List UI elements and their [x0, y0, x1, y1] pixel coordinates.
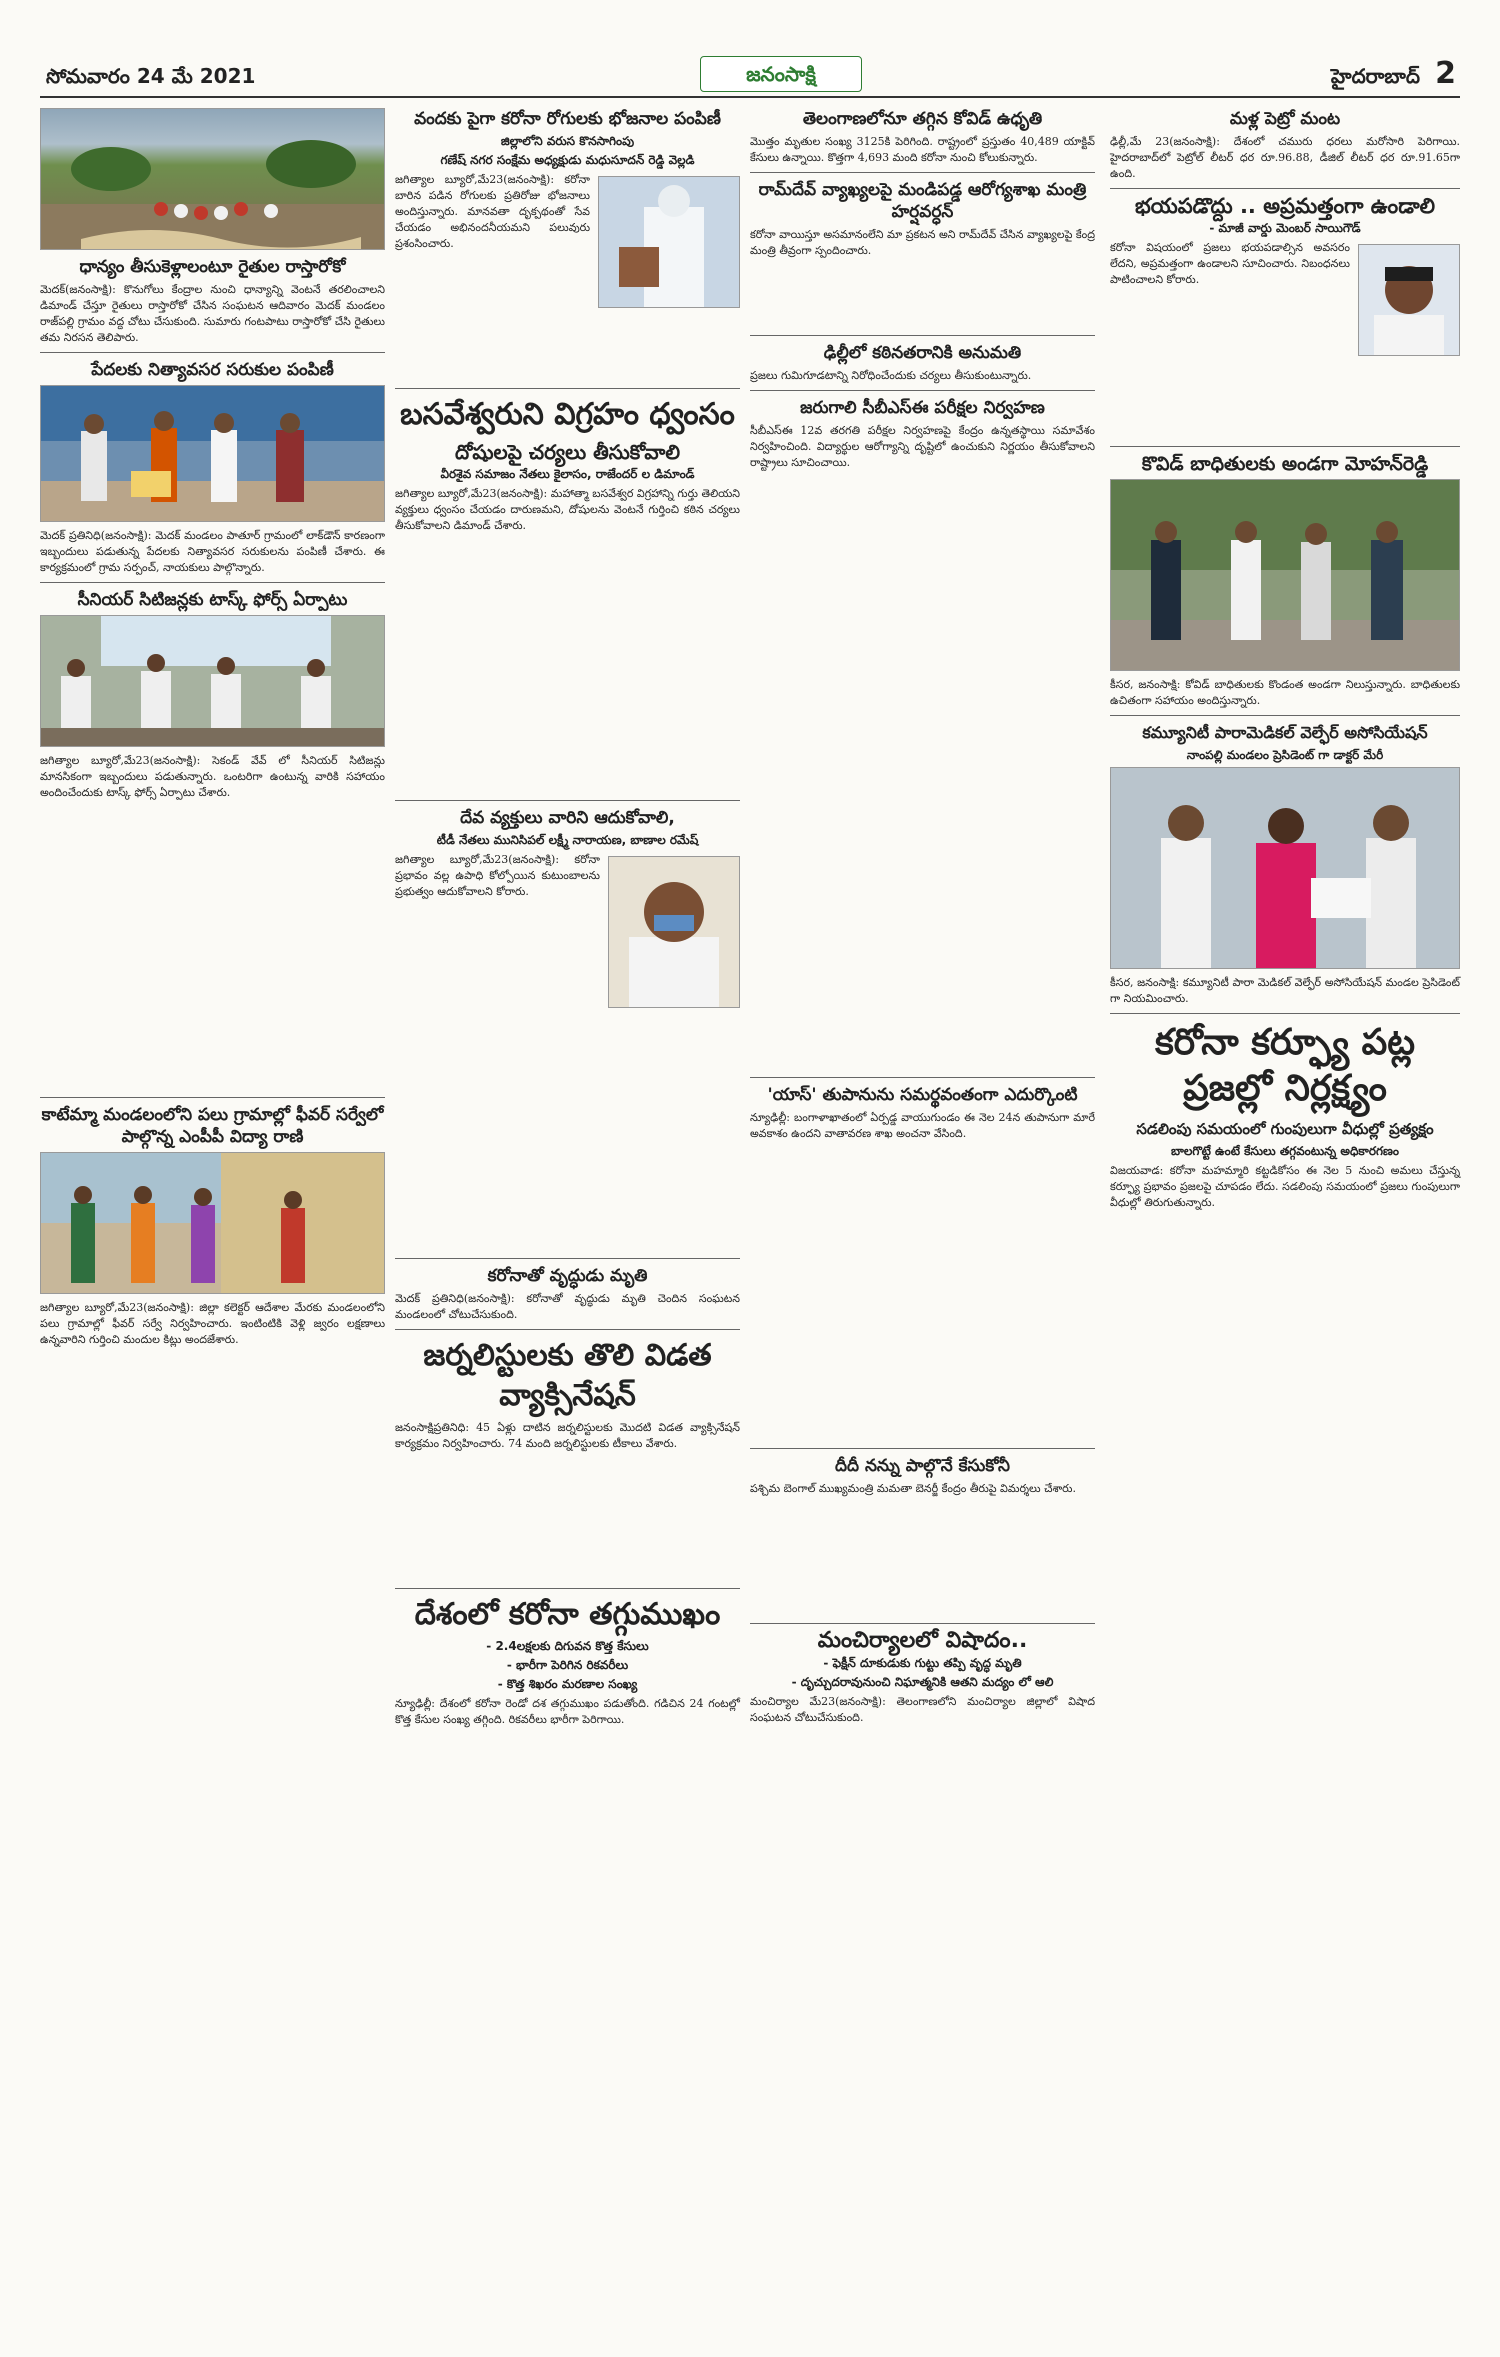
article-meals: జగిత్యాల బ్యూరో,మే23(జనంసాక్షి): కరోనా బారిన పడిన రోగులకు ప్రతిరోజు భోజనాలు అందిస్తున్నారు. మానవతా దృక్పథంతో సేవ చేయడం అభినందనీయమని పలువురు ప్రశంసించారు. [395, 173, 590, 250]
kicker: జిల్లాలోని వరుస కొనసాగింపు [500, 134, 635, 148]
photo-fever-survey [40, 1152, 385, 1294]
photo-ppe-worker [598, 176, 740, 308]
photo-covid-aid [1110, 479, 1460, 671]
headline-essentials-distribution: పేదలకు నిత్యావసర సరుకుల పంపిణీ [91, 360, 334, 380]
photo-paramedical-association [1110, 767, 1460, 969]
article-elderly-death: మెదక్ ప్రతినిధి(జనంసాక్షి): కరోనాతో వృద్ధుడు మృతి చెందిన సంఘటన మండలంలో చోటుచేసుకుంది. [395, 1292, 740, 1321]
divider [395, 1329, 740, 1330]
headline-mohan-reddy: కొవిడ్ బాధితులకు అండగా మోహన్‌రెడ్డి [1141, 453, 1429, 475]
article-body-text [395, 1072, 740, 1252]
divider [1110, 715, 1460, 716]
headline-journalists-vaccination: జర్నలిస్టులకు తొలి విడత వ్యాక్సినేషన్ [423, 1338, 712, 1413]
headline-crowds-in-streets: సడలింపు సమయంలో గుంపులుగా వీధుల్లో ప్రత్యక్షం [1136, 1120, 1434, 1138]
headline-support-needy: దేవ వ్యక్తులు వారిని ఆదుకోవాలి, [460, 808, 675, 828]
headline-mancherial-tragedy: మంచిర్యాలలో విషాదం.. [817, 1628, 1028, 1653]
photo-essentials-distribution [40, 385, 385, 522]
article-cbse-exams: సీబీఎస్ఈ 12వ తరగతి పరీక్షల నిర్వహణపై కేంద్రం ఉన్నతస్థాయి సమావేశం నిర్వహించింది. విద్యార్థుల ఆరోగ్యాన్ని దృష్టిలో ఉంచుకుని నిర్ణయం తీసుకోవాలని రాష్ట్రాలు సూచించాయి. [750, 424, 1095, 469]
divider [40, 1097, 385, 1098]
divider [750, 335, 1095, 336]
masthead [40, 56, 1460, 98]
kicker: - ఫెక్షీన్ దూకుడుకు గుట్టు తప్పి వృద్ధ మృతి [823, 1656, 1022, 1670]
photo-senior-citizens-meeting-art [41, 616, 385, 746]
photo-fever-survey-art [41, 1153, 385, 1293]
article-body-text [40, 801, 385, 1091]
article-basaveshwara-statue: జగిత్యాల బ్యూరో,మే23(జనంసాక్షి): మహాత్మా బసవేశ్వర విగ్రహాన్ని గుర్తు తెలియని వ్యక్తులు ధ్వంసం చేయడం దారుణమని, దోషులను వెంటనే గుర్తించి కఠిన చర్యలు తీసుకోవాలని డిమాండ్ చేశారు. [395, 487, 740, 532]
photo-sai-goud-portrait-art [1359, 245, 1459, 355]
photo-paramedical-association-art [1111, 768, 1460, 968]
article-petrol-prices: ఢిల్లీ,మే 23(జనంసాక్షి): దేశంలో చమురు ధరలు మరోసారి పెరిగాయి. హైదరాబాద్‌లో పెట్రోల్ లీటర్ ధర రూ.96.88, డీజిల్ లీటర్ ధర రూ.91.65గా ఉంది. [1110, 135, 1460, 180]
article-body-text [750, 471, 1095, 1071]
article-telangana-covid: మొత్తం మృతుల సంఖ్య 3125కి పెరిగింది. రాష్ట్రంలో ప్రస్తుతం 40,489 యాక్టివ్ కేసులు ఉన్నాయి. కొత్తగా 4,693 మంది కరోనా నుంచి కోలుకున్నారు. [750, 135, 1095, 164]
divider [750, 1077, 1095, 1078]
article-body-text [395, 534, 740, 794]
issue-date: సోమవారం 24 మే 2021 [46, 64, 256, 88]
divider [395, 1258, 740, 1259]
article-block [1110, 240, 1460, 440]
article-block [395, 172, 740, 382]
photo-senior-citizens-meeting [40, 615, 385, 747]
headline-dont-panic: భయపడొద్దు .. అప్రమత్తంగా ఉండాలి [1134, 194, 1436, 218]
kicker: గణేష్ నగర సంక్షేమ అధ్యక్షుడు మధుసూదన్ రెడ్డి వెల్లడి [440, 153, 695, 167]
headline-mamata: దీదీ నన్ను పాల్గొనే కేసుకోనీ [835, 1456, 1010, 1476]
divider [395, 1588, 740, 1589]
article-paramedical-association: కీసర, జనంసాక్షి: కమ్యూనిటీ పారా మెడికల్ వెల్ఫేర్ అసోసియేషన్ మండల ప్రెసిడెంట్ గా నియమించారు. [1110, 976, 1460, 1005]
divider [40, 352, 385, 353]
photo-ppe-worker-art [599, 177, 739, 307]
photo-farmers-protest-art [41, 109, 385, 249]
article-dont-panic: కరోనా విషయంలో ప్రజలు భయపడాల్సిన అవసరం లేదని, అప్రమత్తంగా ఉండాలని సూచించారు. నిబంధనలు పాటించాలని కోరారు. [1110, 241, 1350, 286]
photo-leader-portrait-art [609, 857, 739, 1007]
headline-telangana-covid: తెలంగాణలోనూ తగ్గిన కోవిడ్ ఉధృతి [802, 109, 1043, 129]
photo-covid-aid-art [1111, 480, 1460, 670]
kicker: - మాజీ వార్డు మెంబర్ సాయిగౌడ్ [1209, 221, 1361, 235]
headline-elderly-death: కరోనాతో వృద్ధుడు మృతి [487, 1266, 648, 1286]
headline-paramedical-association: కమ్యూనిటీ పారామెడికల్ వెల్ఫేర్ అసోసియేషన్ [1142, 723, 1428, 742]
column-1 [40, 108, 385, 1348]
headline-delhi-restrictions: ఢిల్లీలో కఠినతరానికి అనుమతి [823, 343, 1022, 363]
article-curfew-negligence: విజయవాడ: కరోనా మహమ్మారి కట్టడికోసం ఈ నెల 5 నుంచి అమలు చేస్తున్న కర్ఫ్యూ ప్రభావం ప్రజలపై చూపడం లేదు. సడలింపు సమయంలో ప్రజలు గుంపులుగా వీధుల్లో తిరుగుతున్నారు. [1110, 1164, 1460, 1209]
headline-curfew-negligence: కరోనా కర్ఫ్యూ పట్ల ప్రజల్లో నిర్లక్ష్యం [1154, 1022, 1416, 1109]
kicker: - 2.4లక్షలకు దిగువన కొత్త కేసులు [486, 1639, 649, 1653]
kicker: నాంపల్లి మండలం ప్రెసిడెంట్ గా డాక్టర్ మేరీ [1186, 748, 1384, 762]
article-block [395, 852, 740, 1072]
article-support-needy: జగిత్యాల బ్యూరో,మే23(జనంసాక్షి): కరోనా ప్రభావం వల్ల ఉపాధి కోల్పోయిన కుటుంబాలను ప్రభుత్వం ఆదుకోవాలని కోరారు. [395, 853, 600, 898]
divider [750, 1623, 1095, 1624]
kicker: - కొత్త శిఖరం మరణాల సంఖ్య [497, 1677, 638, 1691]
photo-sai-goud-portrait [1358, 244, 1460, 356]
headline-senior-citizens-task-force: సీనియర్ సిటిజన్లకు టాస్క్ ఫోర్స్ ఏర్పాటు [77, 590, 348, 610]
article-body-text [1110, 1211, 1460, 1431]
headline-cbse-exams: జరుగాలి సీబీఎస్ఈ పరీక్షల నిర్వహణ [800, 398, 1045, 418]
page-number: 2 [1435, 56, 1456, 91]
headline-meals-for-covid-patients: వందకు పైగా కరోనా రోగులకు భోజనాల పంపిణీ [414, 109, 721, 129]
headline-action-demand: దోషులపై చర్యలు తీసుకోవాలి [454, 440, 681, 464]
article-body-text [750, 259, 1095, 329]
article-senior-citizens-task-force: జగిత్యాల బ్యూరో,మే23(జనంసాక్షి): సెకండ్ వేవ్ లో సీనియర్ సిటిజన్లు మానసికంగా ఇబ్బందులు పడుతున్నారు. ఒంటరిగా ఉంటున్న వారికి సహాయం అందించేందుకు టాస్క్ ఫోర్స్ ఏర్పాటు చేశారు. [40, 754, 385, 799]
headline-yaas-cyclone: 'యాస్' తుపానును సమర్థవంతంగా ఎదుర్కొంటి [767, 1085, 1078, 1105]
divider [750, 172, 1095, 173]
kicker: - భారీగా పెరిగిన రికవరీలు [506, 1658, 629, 1672]
column-3 [750, 108, 1095, 1726]
kicker: వీరశైవ సమాజం నేతలు కైలాసం, రాజేందర్ ల డిమాండ్ [440, 467, 695, 481]
kicker: - దృచ్చుదరావునుంచి నిఘాత్మనికి ఆతని మద్యం లో ఆలి [791, 1675, 1054, 1689]
divider [750, 1448, 1095, 1449]
article-body-text [395, 1452, 740, 1582]
article-body-text [750, 1497, 1095, 1617]
kicker: టీడీ నేతలు మునిసిపల్ లక్ష్మీ నారాయణ, బాణాల రమేష్ [436, 833, 699, 847]
edition-city: హైదరాబాద్ [1330, 64, 1420, 88]
divider [40, 582, 385, 583]
headline-basaveshwara-statue: బసవేశ్వరుని విగ్రహం ధ్వంసం [400, 397, 735, 432]
headline-ramdev-remarks: రామ్‌దేవ్ వ్యాఖ్యలపై మండిపడ్డ ఆరోగ్యశాఖ మంత్రి హర్షవర్ధన్ [758, 180, 1087, 222]
headline-petrol-prices: మళ్ల పెట్రో మంట [1229, 109, 1341, 129]
column-2 [395, 108, 740, 1728]
article-ramdev-remarks: కరోనా వాయిస్తూ అసమానంలేని మా ప్రకటన అని రామ్‌దేవ్ చేసిన వ్యాఖ్యలపై కేంద్ర మంత్రి తీవ్రంగా స్పందించారు. [750, 228, 1095, 257]
article-yaas-cyclone: న్యూఢిల్లీ: బంగాళాఖాతంలో ఏర్పడ్డ వాయుగుండం ఈ నెల 24న తుపానుగా మారే అవకాశం ఉందని వాతావరణ శాఖ అంచనా వేసింది. [750, 1111, 1095, 1140]
divider [1110, 188, 1460, 189]
article-covid-declining: న్యూఢిల్లీ: దేశంలో కరోనా రెండో దశ తగ్గుముఖం పడుతోంది. గడిచిన 24 గంటల్లో కొత్త కేసుల సంఖ్య తగ్గింది. రికవరీలు భారీగా పెరిగాయి. [395, 1697, 740, 1726]
divider [1110, 446, 1460, 447]
headline-farmers-rasta-roko: ధాన్యం తీసుకెళ్లాలంటూ రైతుల రాస్తారోకో [79, 257, 346, 277]
article-fever-survey: జగిత్యాల బ్యూరో,మే23(జనంసాక్షి): జిల్లా కలెక్టర్ ఆదేశాల మేరకు మండలంలోని పలు గ్రామాల్లో ఫీవర్ సర్వే నిర్వహించారు. ఇంటింటికి వెళ్లి జ్వరం లక్షణాలు ఉన్నవారిని గుర్తించి మందుల కిట్లు అందజేశారు. [40, 1301, 385, 1346]
divider [1110, 1013, 1460, 1014]
article-essentials-distribution: మెదక్ ప్రతినిధి(జనంసాక్షి): మెదక్ మండలం పాతూర్ గ్రామంలో లాక్‌డౌన్ కారణంగా ఇబ్బందులు పడుతున్న పేదలకు నిత్యావసర సరుకులను పంపిణీ చేశారు. ఈ కార్యక్రమంలో గ్రామ సర్పంచ్, నాయకులు పాల్గొన్నారు. [40, 529, 385, 574]
article-farmers-rasta-roko: మెదక్(జనంసాక్షి): కొనుగోలు కేంద్రాల నుంచి ధాన్యాన్ని వెంటనే తరలించాలని డిమాండ్ చేస్తూ రైతులు రాస్తారోకో చేసిన సంఘటన ఆదివారం మెదక్ మండలం రాజ్‌పల్లి గ్రామం వద్ద చోటు చేసుకుంది. సుమారు గంటపాటు రాస్తారోకో చేసి రైతులు తమ నిరసన తెలిపారు. [40, 283, 385, 344]
article-delhi-restrictions: ప్రజలు గుమిగూడటాన్ని నిరోధించేందుకు చర్యలు తీసుకుంటున్నారు. [750, 369, 1032, 382]
column-4 [1110, 108, 1460, 1431]
photo-leader-portrait [608, 856, 740, 1008]
article-mancherial-tragedy: మంచిర్యాల మే23(జనంసాక్షి): తెలంగాణలోని మంచిర్యాల జిల్లాలో విషాద సంఘటన చోటుచేసుకుంది. [750, 1695, 1095, 1724]
headline-fever-survey: కాటేమ్మా మండలంలోని పలు గ్రామాల్లో ఫీవర్ సర్వేలో పాల్గొన్న ఎంపీపీ విద్యా రాణి [41, 1105, 384, 1147]
divider [395, 800, 740, 801]
article-body-text [750, 1142, 1095, 1442]
photo-essentials-distribution-art [41, 386, 385, 521]
newspaper-logo: జనంసాక్షి [700, 56, 862, 92]
divider [395, 388, 740, 389]
article-mohan-reddy: కీసర, జనంసాక్షి: కోవిడ్ బాధితులకు కొండంత అండగా నిలుస్తున్నారు. బాధితులకు ఉచితంగా సహాయం అందిస్తున్నారు. [1110, 678, 1460, 707]
divider [750, 390, 1095, 391]
kicker: బాలగొట్టే ఉంటే కేసులు తగ్గవంటున్న అధికారగణం [1171, 1144, 1399, 1158]
article-mamata: పశ్చిమ బెంగాల్ ముఖ్యమంత్రి మమతా బెనర్జీ కేంద్రం తీరుపై విమర్శలు చేశారు. [750, 1482, 1076, 1495]
article-journalists-vaccination: జనంసాక్షిప్రతినిధి: 45 ఏళ్లు దాటిన జర్నలిస్టులకు మొదటి విడత వ్యాక్సినేషన్ కార్యక్రమం నిర్వహించారు. 74 మంది జర్నలిస్టులకు టీకాలు వేశారు. [395, 1421, 740, 1450]
headline-covid-declining: దేశంలో కరోనా తగ్గుముఖం [414, 1597, 721, 1632]
photo-farmers-protest [40, 108, 385, 250]
